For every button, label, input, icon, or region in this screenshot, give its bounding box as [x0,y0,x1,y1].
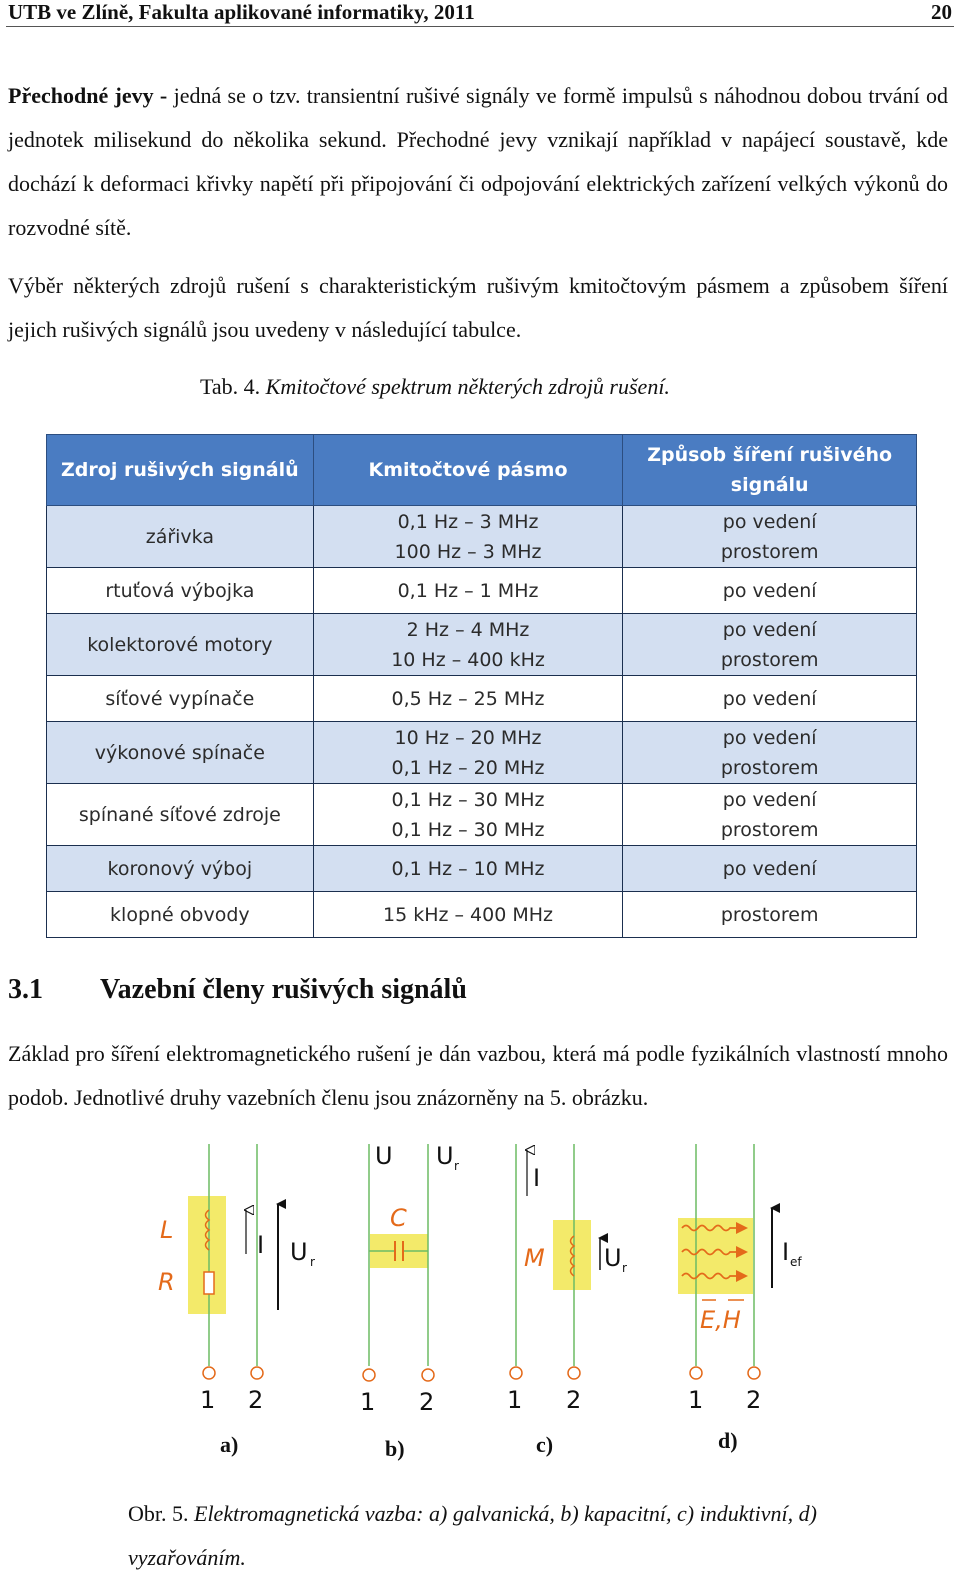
section-title: Vazební členy rušivých signálů [100,974,467,1005]
table-caption [200,372,670,402]
resistor-icon [204,1272,214,1294]
terminal-d1 [690,1367,702,1379]
terminal-c2 [568,1367,580,1379]
cell-source: zářivka [47,506,314,568]
subcaption-a: a) [220,1432,239,1457]
label-Ur-c-sub: r [622,1261,627,1275]
terminal-label-b1: 1 [360,1388,376,1416]
section-heading [8,970,467,1010]
propagation-mode: po vedení [722,857,817,880]
subcaption-b: b) [385,1436,405,1461]
propagation-mode: prostorem [720,756,819,779]
propagation-mode: po vedení [722,726,817,749]
diagram-d-radiation [678,1144,802,1414]
cell-source: spínané síťové zdroje [47,784,314,846]
cell-frequency [313,722,623,784]
cell-source: síťové vypínače [47,676,314,722]
table-row [47,506,917,568]
table-row [47,722,917,784]
table-caption-title: Kmitočtové spektrum některých zdrojů rušení. [265,374,670,399]
cell-frequency [313,568,623,614]
propagation-mode: po vedení [722,788,817,811]
propagation-mode: po vedení [722,618,817,641]
terminal-a2 [251,1367,263,1379]
coupling-zone-a [188,1196,226,1314]
terminal-b1 [363,1369,375,1381]
diagram-a-galvanic [158,1144,315,1414]
section-number: 3.1 [8,974,43,1005]
terminal-d2 [748,1367,760,1379]
frequency-range: 0,1 Hz – 3 MHz [397,510,539,533]
frequency-range: 10 Hz – 20 MHz [394,726,542,749]
label-I-c: I [533,1164,541,1192]
figure-caption [128,1492,828,1580]
label-Ur-b: U [436,1142,454,1170]
page-header [6,0,954,27]
terminal-label-c1: 1 [507,1386,523,1414]
terminal-label-b2: 2 [419,1388,435,1416]
label-EH: E,H [700,1306,741,1334]
terminal-label-d1: 1 [688,1386,704,1414]
figure-caption-prefix: Obr. 5. [128,1501,189,1526]
label-R: R [158,1268,175,1296]
frequency-range: 10 Hz – 400 kHz [391,648,545,671]
table-row [47,846,917,892]
cell-frequency [313,676,623,722]
label-C: C [390,1204,407,1232]
frequency-range: 0,1 Hz – 30 MHz [391,818,545,841]
terminal-a1 [203,1367,215,1379]
coupling-figure [140,1138,820,1478]
propagation-mode: prostorem [720,903,819,926]
figure-caption-title: Elektromagnetická vazba: a) galvanická, b) kapacitní, c) induktivní, d) vyzařováním. [128,1501,817,1570]
frequency-range: 15 kHz – 400 MHz [383,903,554,926]
table-row [47,568,917,614]
cell-propagation [623,568,917,614]
cell-frequency [313,846,623,892]
coupling-zone-d [678,1218,753,1294]
cell-propagation [623,506,917,568]
label-Ief: I [782,1238,790,1266]
col-header-propagation: Způsob šíření rušivého signálu [623,435,917,506]
cell-propagation [623,846,917,892]
paragraph-transients [8,74,948,250]
table-row [47,676,917,722]
propagation-mode: po vedení [722,687,817,710]
label-Ur-a-sub: r [310,1255,315,1269]
interference-table [46,434,917,938]
cell-frequency [313,614,623,676]
propagation-mode: prostorem [720,818,819,841]
label-M: M [524,1244,545,1272]
cell-propagation [623,892,917,938]
terminal-label-d2: 2 [746,1386,762,1414]
label-Ur-b-sub: r [454,1159,459,1173]
label-Ief-sub: ef [790,1255,802,1269]
subcaption-c: c) [536,1432,554,1457]
term-bold: Přechodné jevy - [8,83,168,108]
paragraph-text: jedná se o tzv. transientní rušivé signály ve formě impulsů s náhodnou dobou trvání od jednotek milisekund do několika sekund. Přechodné jevy vznikají například v napájecí soustavě, kde dochází k deformaci křivky napětí při připojování či odpojování elektrických zařízení velkých výkonů do rozvodné sítě. [8,83,948,240]
propagation-mode: prostorem [720,648,819,671]
subcaption-d: d) [718,1428,738,1453]
col-header-frequency: Kmitočtové pásmo [313,435,623,506]
label-U-b: U [375,1142,393,1170]
diagram-b-capacitive [360,1142,459,1416]
frequency-range: 2 Hz – 4 MHz [406,618,530,641]
terminal-c1 [510,1367,522,1379]
frequency-range: 0,1 Hz – 1 MHz [397,579,539,602]
cell-frequency [313,506,623,568]
frequency-range: 100 Hz – 3 MHz [394,540,542,563]
cell-source: rtuťová výbojka [47,568,314,614]
paragraph-table-intro: Výběr některých zdrojů rušení s charakteristickým rušivým kmitočtovým pásmem a způsobem šíření jejich rušivých signálů jsou uvedeny v následující tabulce. [8,273,948,342]
table-header-row [47,435,917,506]
cell-source: klopné obvody [47,892,314,938]
frequency-range: 0,1 Hz – 30 MHz [391,788,545,811]
label-Ur-a: U [290,1238,308,1266]
diagram-c-inductive [507,1144,627,1414]
propagation-mode: po vedení [722,579,817,602]
cell-source: výkonové spínače [47,722,314,784]
label-I-a: I [257,1231,265,1259]
cell-source: koronový výboj [47,846,314,892]
propagation-mode: po vedení [722,510,817,533]
table-caption-prefix: Tab. 4. [200,374,261,399]
terminal-label-a2: 2 [248,1386,264,1414]
frequency-range: 0,1 Hz – 20 MHz [391,756,545,779]
cell-frequency [313,784,623,846]
header-title: UTB ve Zlíně, Fakulta aplikované informatiky, 2011 [8,0,475,24]
paragraph-coupling: Základ pro šíření elektromagnetického rušení je dán vazbou, která má podle fyzikálních vlastností mnoho podob. Jednotlivé druhy vazebních členu jsou znázorněny na 5. obrázku. [8,1041,948,1110]
col-header-source: Zdroj rušivých signálů [47,435,314,506]
propagation-mode: prostorem [720,540,819,563]
table-row [47,784,917,846]
terminal-b2 [422,1369,434,1381]
terminal-label-c2: 2 [566,1386,582,1414]
cell-propagation [623,722,917,784]
label-Ur-c: U [604,1244,622,1272]
label-L: L [160,1216,174,1244]
table-row [47,892,917,938]
terminal-label-a1: 1 [200,1386,216,1414]
cell-propagation [623,614,917,676]
cell-propagation [623,784,917,846]
cell-propagation [623,676,917,722]
frequency-range: 0,1 Hz – 10 MHz [391,857,545,880]
cell-frequency [313,892,623,938]
table-row [47,614,917,676]
page-number: 20 [931,0,952,24]
cell-source: kolektorové motory [47,614,314,676]
frequency-range: 0,5 Hz – 25 MHz [391,687,545,710]
